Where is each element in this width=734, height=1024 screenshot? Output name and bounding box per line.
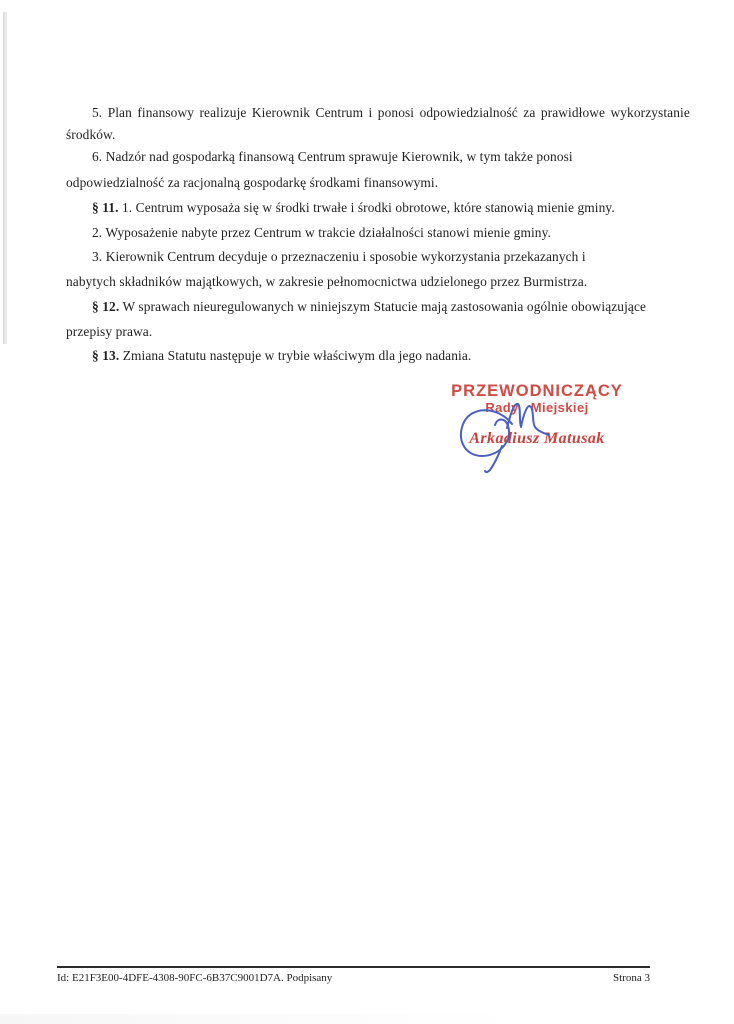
section-13-marker: § 13. bbox=[92, 348, 120, 363]
section-11-point-3-line-2: nabytych składników majątkowych, w zakresie pełnomocnictwa udzielonego przez Burmistrza. bbox=[66, 274, 588, 289]
paragraph-5-line-2: środków. bbox=[66, 127, 116, 142]
footer-page-number: Strona 3 bbox=[613, 972, 650, 984]
paragraph-6-line-2: odpowiedzialność za racjonalną gospodarkę środkami finansowymi. bbox=[66, 175, 439, 190]
section-13-line-1: § 13. Zmiana Statutu następuje w trybie właściwym dla jego nadania. bbox=[92, 348, 472, 363]
scan-smudge-artifact bbox=[0, 1014, 520, 1024]
section-12-marker: § 12. bbox=[92, 299, 120, 314]
scan-edge-artifact bbox=[3, 12, 7, 344]
signature-name: Arkadiusz Matusak bbox=[469, 430, 605, 447]
section-11-point-2: 2. Wyposażenie nabyte przez Centrum w trakcie działalności stanowi mienie gminy. bbox=[92, 225, 551, 240]
signature-block bbox=[448, 383, 626, 448]
section-11-marker: § 11. bbox=[92, 200, 119, 215]
footer-rule bbox=[57, 966, 650, 968]
section-11-line-1: § 11. 1. Centrum wyposaża się w środki trwałe i środki obrotowe, które stanowią mienie gminy. bbox=[92, 200, 615, 215]
section-12-line-1: § 12. W sprawach nieuregulowanych w niniejszym Statucie mają zastosowania ogólnie obowiązujące bbox=[92, 299, 647, 314]
signature-title-line2: Rady Miejskiej bbox=[485, 400, 589, 415]
paragraph-6-line-1: 6. Nadzór nad gospodarką finansową Centrum sprawuje Kierownik, w tym także ponosi bbox=[92, 149, 573, 164]
section-12-line-2: przepisy prawa. bbox=[66, 324, 153, 339]
signature-title-line1: PRZEWODNICZĄCY bbox=[451, 382, 623, 400]
section-11-point-3-line-1: 3. Kierownik Centrum decyduje o przeznaczeniu i sposobie wykorzystania przekazanych i bbox=[92, 249, 586, 264]
paragraph-5-line-1: 5. Plan finansowy realizuje Kierownik Centrum i ponosi odpowiedzialność za prawidłowe wykorzystanie bbox=[92, 105, 690, 120]
footer-document-id: Id: E21F3E00-4DFE-4308-90FC-6B37C9001D7A. Podpisany bbox=[57, 972, 333, 984]
